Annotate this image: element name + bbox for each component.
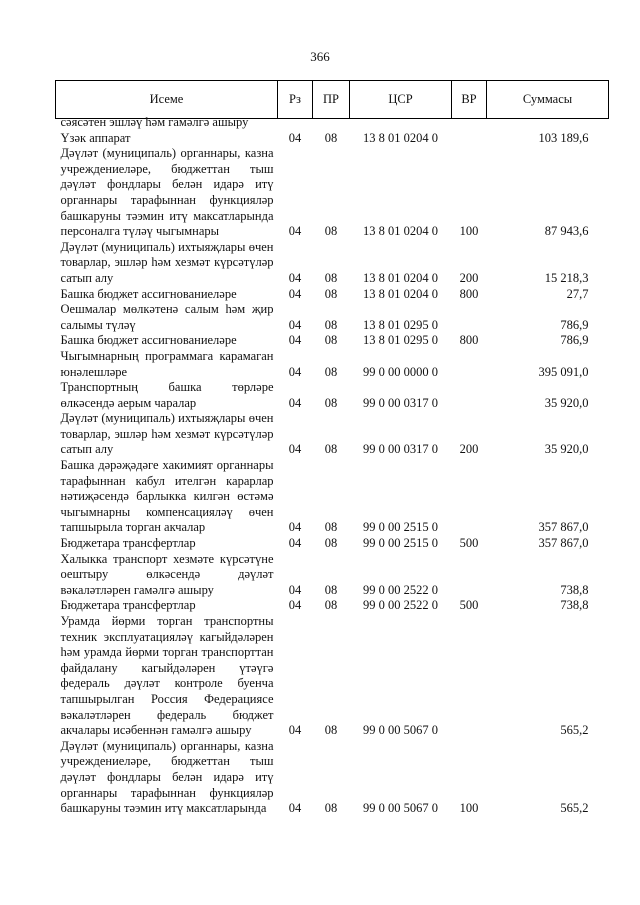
row-csr: 13 8 01 0204 0 <box>363 270 438 285</box>
table-row <box>56 380 609 411</box>
row-rz: 04 <box>288 364 302 379</box>
row-name: Дәүләт (муниципаль) ихтыяҗлары өчен товарлар, эшләр һәм хезмәт күрсәтүләр сатып алу <box>60 411 274 457</box>
row-pr: 08 <box>324 520 338 535</box>
row-pr: 08 <box>324 224 338 239</box>
row-vr: 200 <box>459 442 479 457</box>
row-name: Дәүләт (муниципаль) ихтыяҗлары өчен товарлар, эшләр һәм хезмәт күрсәтүләр сатып алу <box>60 239 274 285</box>
row-pr <box>313 119 350 131</box>
row-name: Башка бюджет ассигнованиеләре <box>60 286 237 301</box>
row-pr: 08 <box>324 395 338 410</box>
row-pr: 08 <box>324 286 338 301</box>
row-pr: 08 <box>324 582 338 597</box>
row-rz: 04 <box>288 442 302 457</box>
row-sum <box>487 119 609 131</box>
table-row <box>56 349 609 380</box>
row-rz: 04 <box>288 395 302 410</box>
row-name: Бюджетара трансфертлар <box>60 536 196 551</box>
row-rz: 04 <box>288 723 302 738</box>
table-row <box>56 302 609 333</box>
row-rz: 04 <box>288 270 302 285</box>
row-sum: 103 189,6 <box>538 130 589 145</box>
row-csr: 99 0 00 2515 0 <box>363 536 438 551</box>
row-vr <box>452 614 487 739</box>
row-sum: 738,8 <box>560 582 589 597</box>
row-vr <box>452 552 487 599</box>
row-csr: 99 0 00 5067 0 <box>363 723 438 738</box>
row-csr: 13 8 01 0295 0 <box>363 317 438 332</box>
row-csr: 13 8 01 0204 0 <box>363 224 438 239</box>
header-pr: ПР <box>313 81 350 119</box>
row-sum: 357 867,0 <box>538 536 589 551</box>
row-rz: 04 <box>288 801 302 816</box>
row-rz: 04 <box>288 520 302 535</box>
table-row <box>56 240 609 287</box>
table-row <box>56 598 609 614</box>
row-name: Үзәк аппарат <box>60 130 131 145</box>
row-vr: 500 <box>459 598 479 613</box>
row-pr: 08 <box>324 442 338 457</box>
row-name-text: сәясәтен эшләү һәм гамәлгә ашыру <box>60 115 249 129</box>
page-number: 366 <box>310 49 330 64</box>
row-sum: 35 920,0 <box>544 442 589 457</box>
row-vr <box>452 380 487 411</box>
row-vr <box>452 131 487 147</box>
row-rz: 04 <box>288 130 302 145</box>
row-pr: 08 <box>324 333 338 348</box>
row-pr: 08 <box>324 364 338 379</box>
row-sum: 87 943,6 <box>544 224 589 239</box>
table-row <box>56 146 609 240</box>
row-sum: 786,9 <box>560 317 589 332</box>
row-sum: 565,2 <box>560 801 589 816</box>
row-csr: 99 0 00 5067 0 <box>363 801 438 816</box>
row-sum: 35 920,0 <box>544 395 589 410</box>
row-name: Транспортның башка төрләре өлкәсендә аерым чаралар <box>60 380 274 410</box>
row-rz: 04 <box>288 333 302 348</box>
table-row <box>56 739 609 817</box>
table-row <box>56 131 609 147</box>
row-name: Оешмалар мөлкәтенә салым һәм җир салымы түләү <box>60 302 274 332</box>
row-vr <box>452 119 487 131</box>
row-pr: 08 <box>324 723 338 738</box>
row-name: Башка дәрәҗәдәге хакимият органнары тарафыннан кабул ителгән карарлар нәтиҗәсендә барлыкка килгән өстәмә чыгымнарны компенсацияләү өчен тапшырыла торган акчалар <box>60 458 274 535</box>
row-rz: 04 <box>288 536 302 551</box>
row-sum: 357 867,0 <box>538 520 589 535</box>
row-vr: 100 <box>459 801 479 816</box>
row-vr <box>452 302 487 333</box>
table-row <box>56 333 609 349</box>
table-row <box>56 119 609 131</box>
table-row <box>56 458 609 536</box>
row-name: Дәүләт (муниципаль) органнары, казна учреждениеләре, бюджеттан тыш дәүләт фондлары белән идарә итү органнары тарафыннан функцияләр башкаруны тәэмин итү максатларында <box>60 738 274 816</box>
row-csr: 99 0 00 2515 0 <box>363 520 438 535</box>
budget-table <box>55 80 609 817</box>
row-rz: 04 <box>288 582 302 597</box>
row-csr: 99 0 00 2522 0 <box>363 598 438 613</box>
row-pr: 08 <box>324 130 338 145</box>
row-vr: 500 <box>459 536 479 551</box>
row-vr: 100 <box>459 224 479 239</box>
row-name: Чыгымнарның программага карамаган юнәлешләре <box>60 348 274 379</box>
row-sum: 15 218,3 <box>544 270 589 285</box>
row-pr: 08 <box>324 598 338 613</box>
row-name: Башка бюджет ассигнованиеләре <box>60 333 237 348</box>
header-sum: Суммасы <box>487 81 609 119</box>
table-row <box>56 411 609 458</box>
row-vr: 200 <box>459 270 479 285</box>
row-rz <box>278 119 313 131</box>
header-csr: ЦСР <box>350 81 452 119</box>
row-vr: 800 <box>459 286 479 301</box>
row-sum: 786,9 <box>560 333 589 348</box>
row-csr: 99 0 00 2522 0 <box>363 582 438 597</box>
row-sum: 738,8 <box>560 598 589 613</box>
row-csr <box>350 119 452 131</box>
row-rz: 04 <box>288 286 302 301</box>
table-row <box>56 614 609 739</box>
table-header-row <box>56 81 609 119</box>
row-pr: 08 <box>324 317 338 332</box>
row-pr: 08 <box>324 270 338 285</box>
row-vr: 800 <box>459 333 479 348</box>
row-vr <box>452 458 487 536</box>
row-rz: 04 <box>288 224 302 239</box>
row-csr: 99 0 00 0000 0 <box>363 364 438 379</box>
header-name: Исеме <box>56 81 278 119</box>
row-rz: 04 <box>288 317 302 332</box>
header-rz: Рз <box>278 81 313 119</box>
table-row <box>56 536 609 552</box>
row-csr: 13 8 01 0295 0 <box>363 333 438 348</box>
row-csr: 13 8 01 0204 0 <box>363 130 438 145</box>
row-name <box>56 115 278 131</box>
row-pr: 08 <box>324 536 338 551</box>
row-csr: 99 0 00 0317 0 <box>363 395 438 410</box>
row-sum: 565,2 <box>560 723 589 738</box>
row-sum: 395 091,0 <box>538 364 589 379</box>
row-sum: 27,7 <box>566 286 589 301</box>
row-csr: 13 8 01 0204 0 <box>363 286 438 301</box>
header-vr: ВР <box>452 81 487 119</box>
row-rz: 04 <box>288 598 302 613</box>
row-name: Халыкка транспорт хезмәте күрсәтүне оештыру өлкәсендә дәүләт вәкаләтләрен гамәлгә ашыру <box>60 551 274 597</box>
row-name: Дәүләт (муниципаль) органнары, казна учреждениеләре, бюджеттан тыш дәүләт фондлары белән идарә итү органнары тарафыннан функцияләр башкаруны тәэмин итү максатларында персоналга түләү чыгымнары <box>60 146 274 239</box>
row-csr: 99 0 00 0317 0 <box>363 442 438 457</box>
row-name: Бюджетара трансфертлар <box>60 598 196 613</box>
row-vr <box>452 349 487 380</box>
table-row <box>56 287 609 303</box>
row-name: Урамда йөрми торган транспортны техник эксплуатацияләү кагыйдәләрен һәм урамда йөрми торган транспорттан файдалану кагыйдәләрен үтәүгә федераль дәүләт контроле буенча тапшырылган Россия Федерациясе вәкаләтләрен федераль бюджет акчалары исәбеннән гамәлгә ашыру <box>60 614 274 738</box>
row-pr: 08 <box>324 801 338 816</box>
table-row <box>56 552 609 599</box>
